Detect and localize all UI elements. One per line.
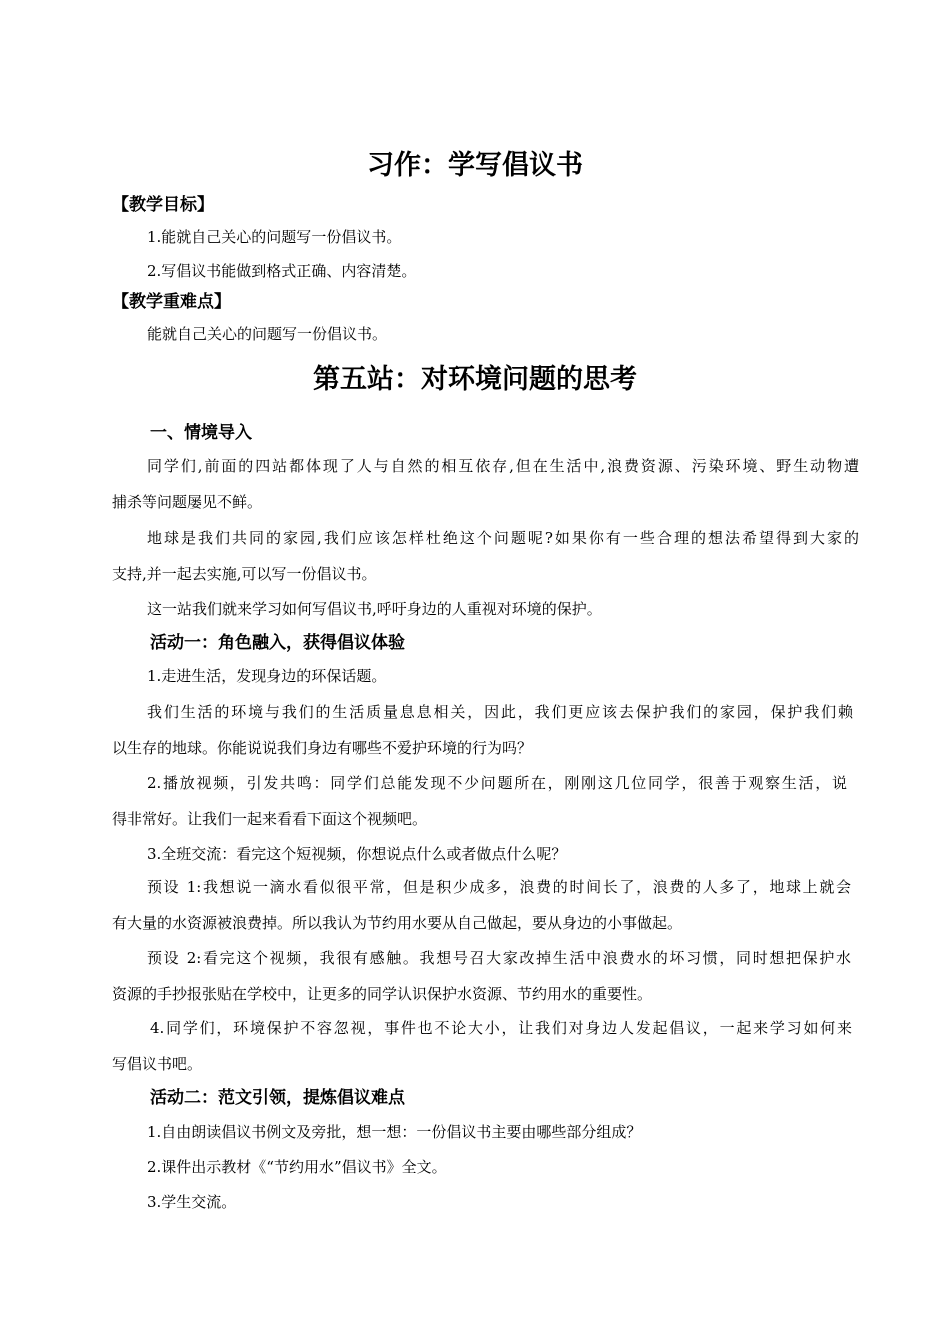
intro-paragraph-3: 这一站我们就来学习如何写倡议书,呼吁身边的人重视对环境的保护。: [147, 600, 602, 618]
activity1-preset-1-line-1: 预设 1:我想说一滴水看似很平常，但是积少成多，浪费的时间长了，浪费的人多了，地球上就会: [147, 878, 851, 896]
key-points-text: 能就自己关心的问题写一份倡议书。: [147, 325, 388, 343]
activity1-preset-2-line-2: 资源的手抄报张贴在学校中，让更多的同学认识保护水资源、节约用水的重要性。: [112, 985, 653, 1003]
activity1-step-4-line-1: 4.同学们，环境保护不容忽视，事件也不论大小，让我们对身边人发起倡议，一起来学习如何来: [150, 1019, 852, 1037]
intro-paragraph-2-line-1: 地球是我们共同的家园,我们应该怎样杜绝这个问题呢?如果你有一些合理的想法希望得到大家的: [147, 529, 859, 547]
page-title: 习作：学写倡议书: [367, 150, 583, 181]
activity2-item: 1.自由朗读倡议书例文及旁批，想一想：一份倡议书主要由哪些部分组成？: [147, 1123, 642, 1141]
objective-item: 2.写倡议书能做到格式正确、内容清楚。: [147, 262, 417, 280]
activity1-heading: 活动一：角色融入，获得倡议体验: [150, 633, 405, 653]
intro-heading: 一、情境导入: [150, 423, 252, 443]
activity1-step-2-line-2: 得非常好。让我们一起来看看下面这个视频吧。: [112, 810, 428, 828]
activity1-preset-1-line-2: 有大量的水资源被浪费掉。所以我认为节约用水要从自己做起，要从身边的小事做起。: [112, 914, 683, 932]
activity1-step-1-detail-line-1: 我们生活的环境与我们的生活质量息息相关，因此，我们更应该去保护我们的家园，保护我们赖: [147, 703, 853, 721]
activity1-step-4-line-2: 写倡议书吧。: [112, 1055, 203, 1073]
activity1-step-1-detail-line-2: 以生存的地球。你能说说我们身边有哪些不爱护环境的行为吗？: [112, 739, 533, 757]
activity2-item: 3.学生交流。: [147, 1193, 237, 1211]
objectives-heading: 【教学目标】: [112, 195, 214, 215]
intro-paragraph-2-line-2: 支持,并一起去实施,可以写一份倡议书。: [112, 565, 377, 583]
activity1-step-2-line-1: 2.播放视频，引发共鸣：同学们总能发现不少问题所在，刚刚这几位同学，很善于观察生活，说: [147, 774, 847, 792]
activity1-preset-2-line-1: 预设 2:看完这个视频，我很有感触。我想号召大家改掉生活中浪费水的坏习惯，同时想把保护水: [147, 949, 851, 967]
activity2-heading: 活动二：范文引领，提炼倡议难点: [150, 1088, 405, 1108]
station-title: 第五站：对环境问题的思考: [313, 364, 637, 395]
intro-paragraph-1-line-2: 捕杀等问题屡见不鲜。: [112, 493, 263, 511]
intro-paragraph-1-line-1: 同学们,前面的四站都体现了人与自然的相互依存,但在生活中,浪费资源、污染环境、野生动物遭: [147, 457, 859, 475]
activity1-step-1: 1.走进生活，发现身边的环保话题。: [147, 667, 387, 685]
activity1-step-3: 3.全班交流：看完这个短视频，你想说点什么或者做点什么呢？: [147, 845, 567, 863]
key-points-heading: 【教学重难点】: [112, 292, 231, 312]
objective-item: 1.能就自己关心的问题写一份倡议书。: [147, 228, 402, 246]
activity2-item: 2.课件出示教材《“节约用水”倡议书》全文。: [147, 1158, 447, 1176]
